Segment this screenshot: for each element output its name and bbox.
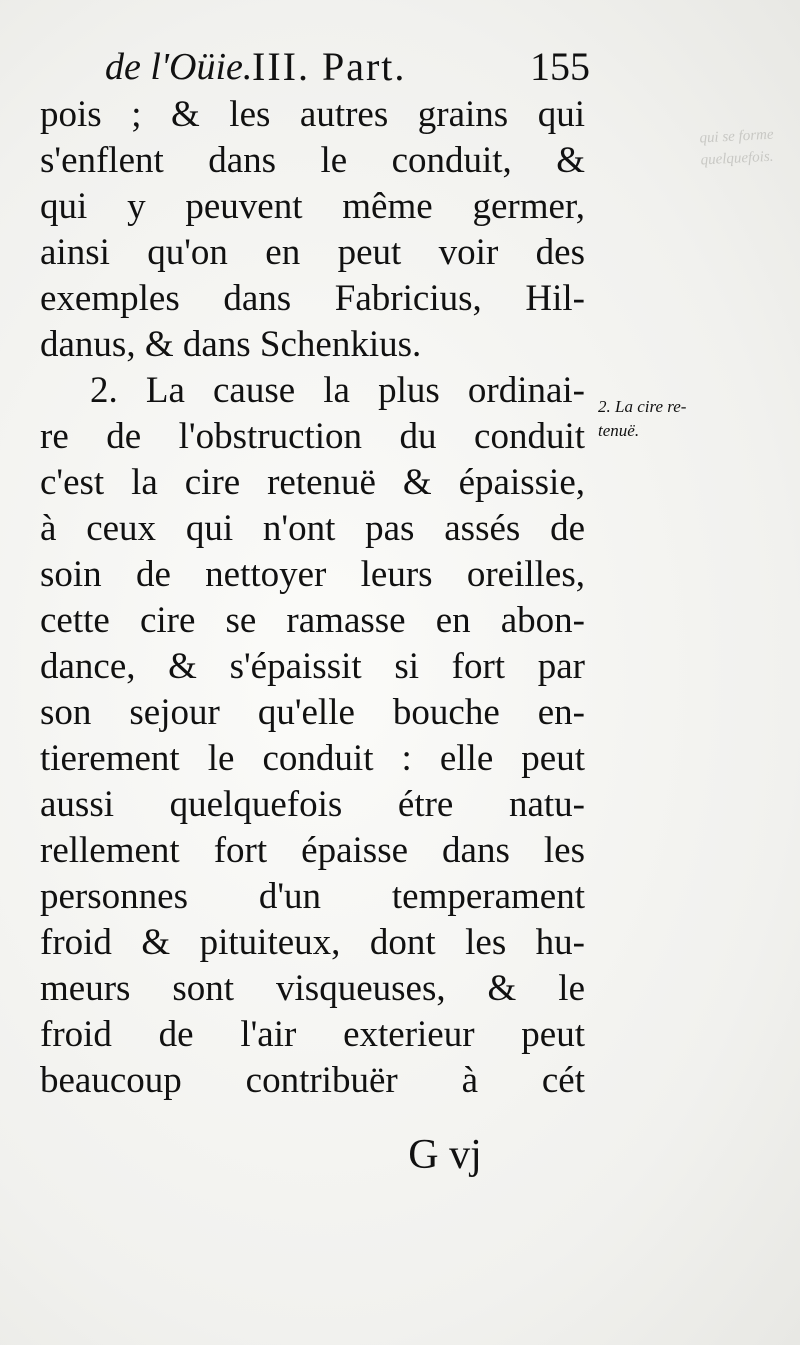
- text-line: danus, & dans Schenkius.: [40, 324, 422, 365]
- signature-mark: G vj: [408, 1132, 482, 1178]
- text-line: aussi quelquefois étre natu-: [40, 784, 585, 825]
- text-line: dance, & s'épaissit si fort par: [40, 646, 585, 687]
- body-text: [40, 92, 600, 1104]
- bleed-through-line: quelquefois.: [700, 148, 774, 169]
- text-line: rellement fort épaisse dans les: [40, 830, 585, 871]
- text-line: personnes d'un temperament: [40, 876, 585, 917]
- text-line: froid de l'air exterieur peut: [40, 1014, 585, 1055]
- text-line: soin de nettoyer leurs oreilles,: [40, 554, 585, 595]
- text-line: tierement le conduit : elle peut: [40, 738, 585, 779]
- margin-note-line: tenuë.: [598, 421, 640, 440]
- text-line: ainsi qu'on en peut voir des: [40, 232, 585, 273]
- text-line: qui y peuvent même germer,: [40, 186, 585, 227]
- page-number: 155: [530, 44, 590, 89]
- running-header: [100, 42, 590, 92]
- section-label: III. Part.: [252, 44, 407, 89]
- margin-note: [598, 395, 798, 443]
- text-line: son sejour qu'elle bouche en-: [40, 692, 585, 733]
- bleed-through-line: qui se forme: [699, 126, 774, 147]
- text-line: froid & pituiteux, dont les hu-: [40, 922, 585, 963]
- text-line: meurs sont visqueuses, & le: [40, 968, 585, 1009]
- running-title: de l'Oüie.: [105, 46, 253, 88]
- text-line: re de l'obstruction du conduit: [40, 416, 585, 457]
- text-line: s'enflent dans le conduit, &: [40, 140, 585, 181]
- text-line: cette cire se ramasse en abon-: [40, 600, 585, 641]
- text-line: beaucoup contribuër à cét: [40, 1060, 585, 1101]
- paragraph-start-line: 2. La cause la plus ordinai-: [90, 370, 585, 411]
- text-line: c'est la cire retenuë & épaissie,: [40, 462, 585, 503]
- text-line: à ceux qui n'ont pas assés de: [40, 508, 585, 549]
- text-line: exemples dans Fabricius, Hil-: [40, 278, 585, 319]
- bleed-through-text: [699, 123, 796, 172]
- text-line: pois ; & les autres grains qui: [40, 94, 585, 135]
- margin-note-line: 2. La cire re-: [598, 397, 687, 416]
